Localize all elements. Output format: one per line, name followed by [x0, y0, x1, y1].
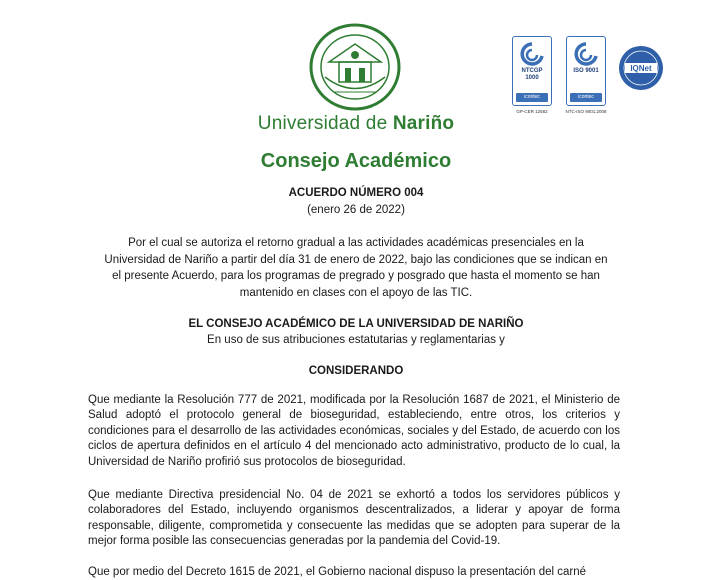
university-name-prefix: Universidad de [257, 113, 393, 134]
university-name-bold: Nariño [392, 113, 455, 134]
certification-logos [512, 36, 702, 126]
paragraph: Que mediante Directiva presidencial No. 04 de 2021 se exhortó a todos los servidores públicos y colaboradores del Estado, incluyendo organismos descentralizados, a liderar y apoyar de forma responsable, diligente, comprometida y consecuente las medidas que se adopten para superar de la mejor forma posible las consecuencias generadas por la pandemia del Covid-19. [88, 489, 620, 548]
cert-brand-bar: icontec [570, 93, 602, 102]
council-title: Consejo Académico [260, 150, 452, 172]
iqnet-logo-icon [617, 44, 665, 92]
cert-brand-bar: icontec [516, 93, 548, 102]
university-seal-icon [307, 22, 403, 112]
iqnet-label: IQNet [630, 64, 652, 73]
cert-label-line2: 1000 [525, 75, 539, 81]
agreement-number: ACUERDO NÚMERO 004 [288, 187, 424, 199]
powers-statement: En uso de sus atribuciones estatutarias y reglamentarias y [207, 334, 505, 346]
cert-label-line1: ISO 9001 [573, 68, 599, 74]
icontec-logo-icon [518, 42, 546, 66]
agreement-summary: Por el cual se autoriza el retorno gradual a las actividades académicas presenciales en la Universidad de Nariño a partir del día 31 de enero de 2022, bajo las condiciones que se indican en el presente Acuerdo, para los programas de pregrado y posgrado que hasta el momento se han mantenido en clases con el apoyo de las TIC. [104, 237, 608, 299]
council-heading: EL CONSEJO ACADÉMICO DE LA UNIVERSIDAD DE NARIÑO [188, 318, 524, 330]
iso9001-certification-badge [566, 36, 606, 106]
considering-heading: CONSIDERANDO [308, 365, 404, 377]
ntcgp-certification-badge [512, 36, 552, 106]
icontec-logo-icon [572, 42, 600, 66]
cert-code: GP-CER 12582 [516, 109, 548, 114]
paragraph: Que mediante la Resolución 777 de 2021, modificada por la Resolución 1687 de 2021, el Ministerio de Salud adoptó el protocolo general de bioseguridad, estableciendo, entre otros, los criterios y condiciones para el desarrollo de las actividades económicas, sociales y del Estado, de acuerdo con los ciclos de apertura definidos en el artículo 4 del mencionado acto administrativo, producto de lo cual, la Universidad de Nariño profirió sus protocolos de bioseguridad. [88, 394, 620, 468]
agreement-date: (enero 26 de 2022) [307, 204, 405, 216]
cert-label-line1: NTCGP [521, 68, 543, 74]
paragraph: Que por medio del Decreto 1615 de 2021, el Gobierno nacional dispuso la presentación del carné [88, 566, 587, 578]
cert-code: NTC-ISO 9001:2008 [565, 109, 607, 114]
